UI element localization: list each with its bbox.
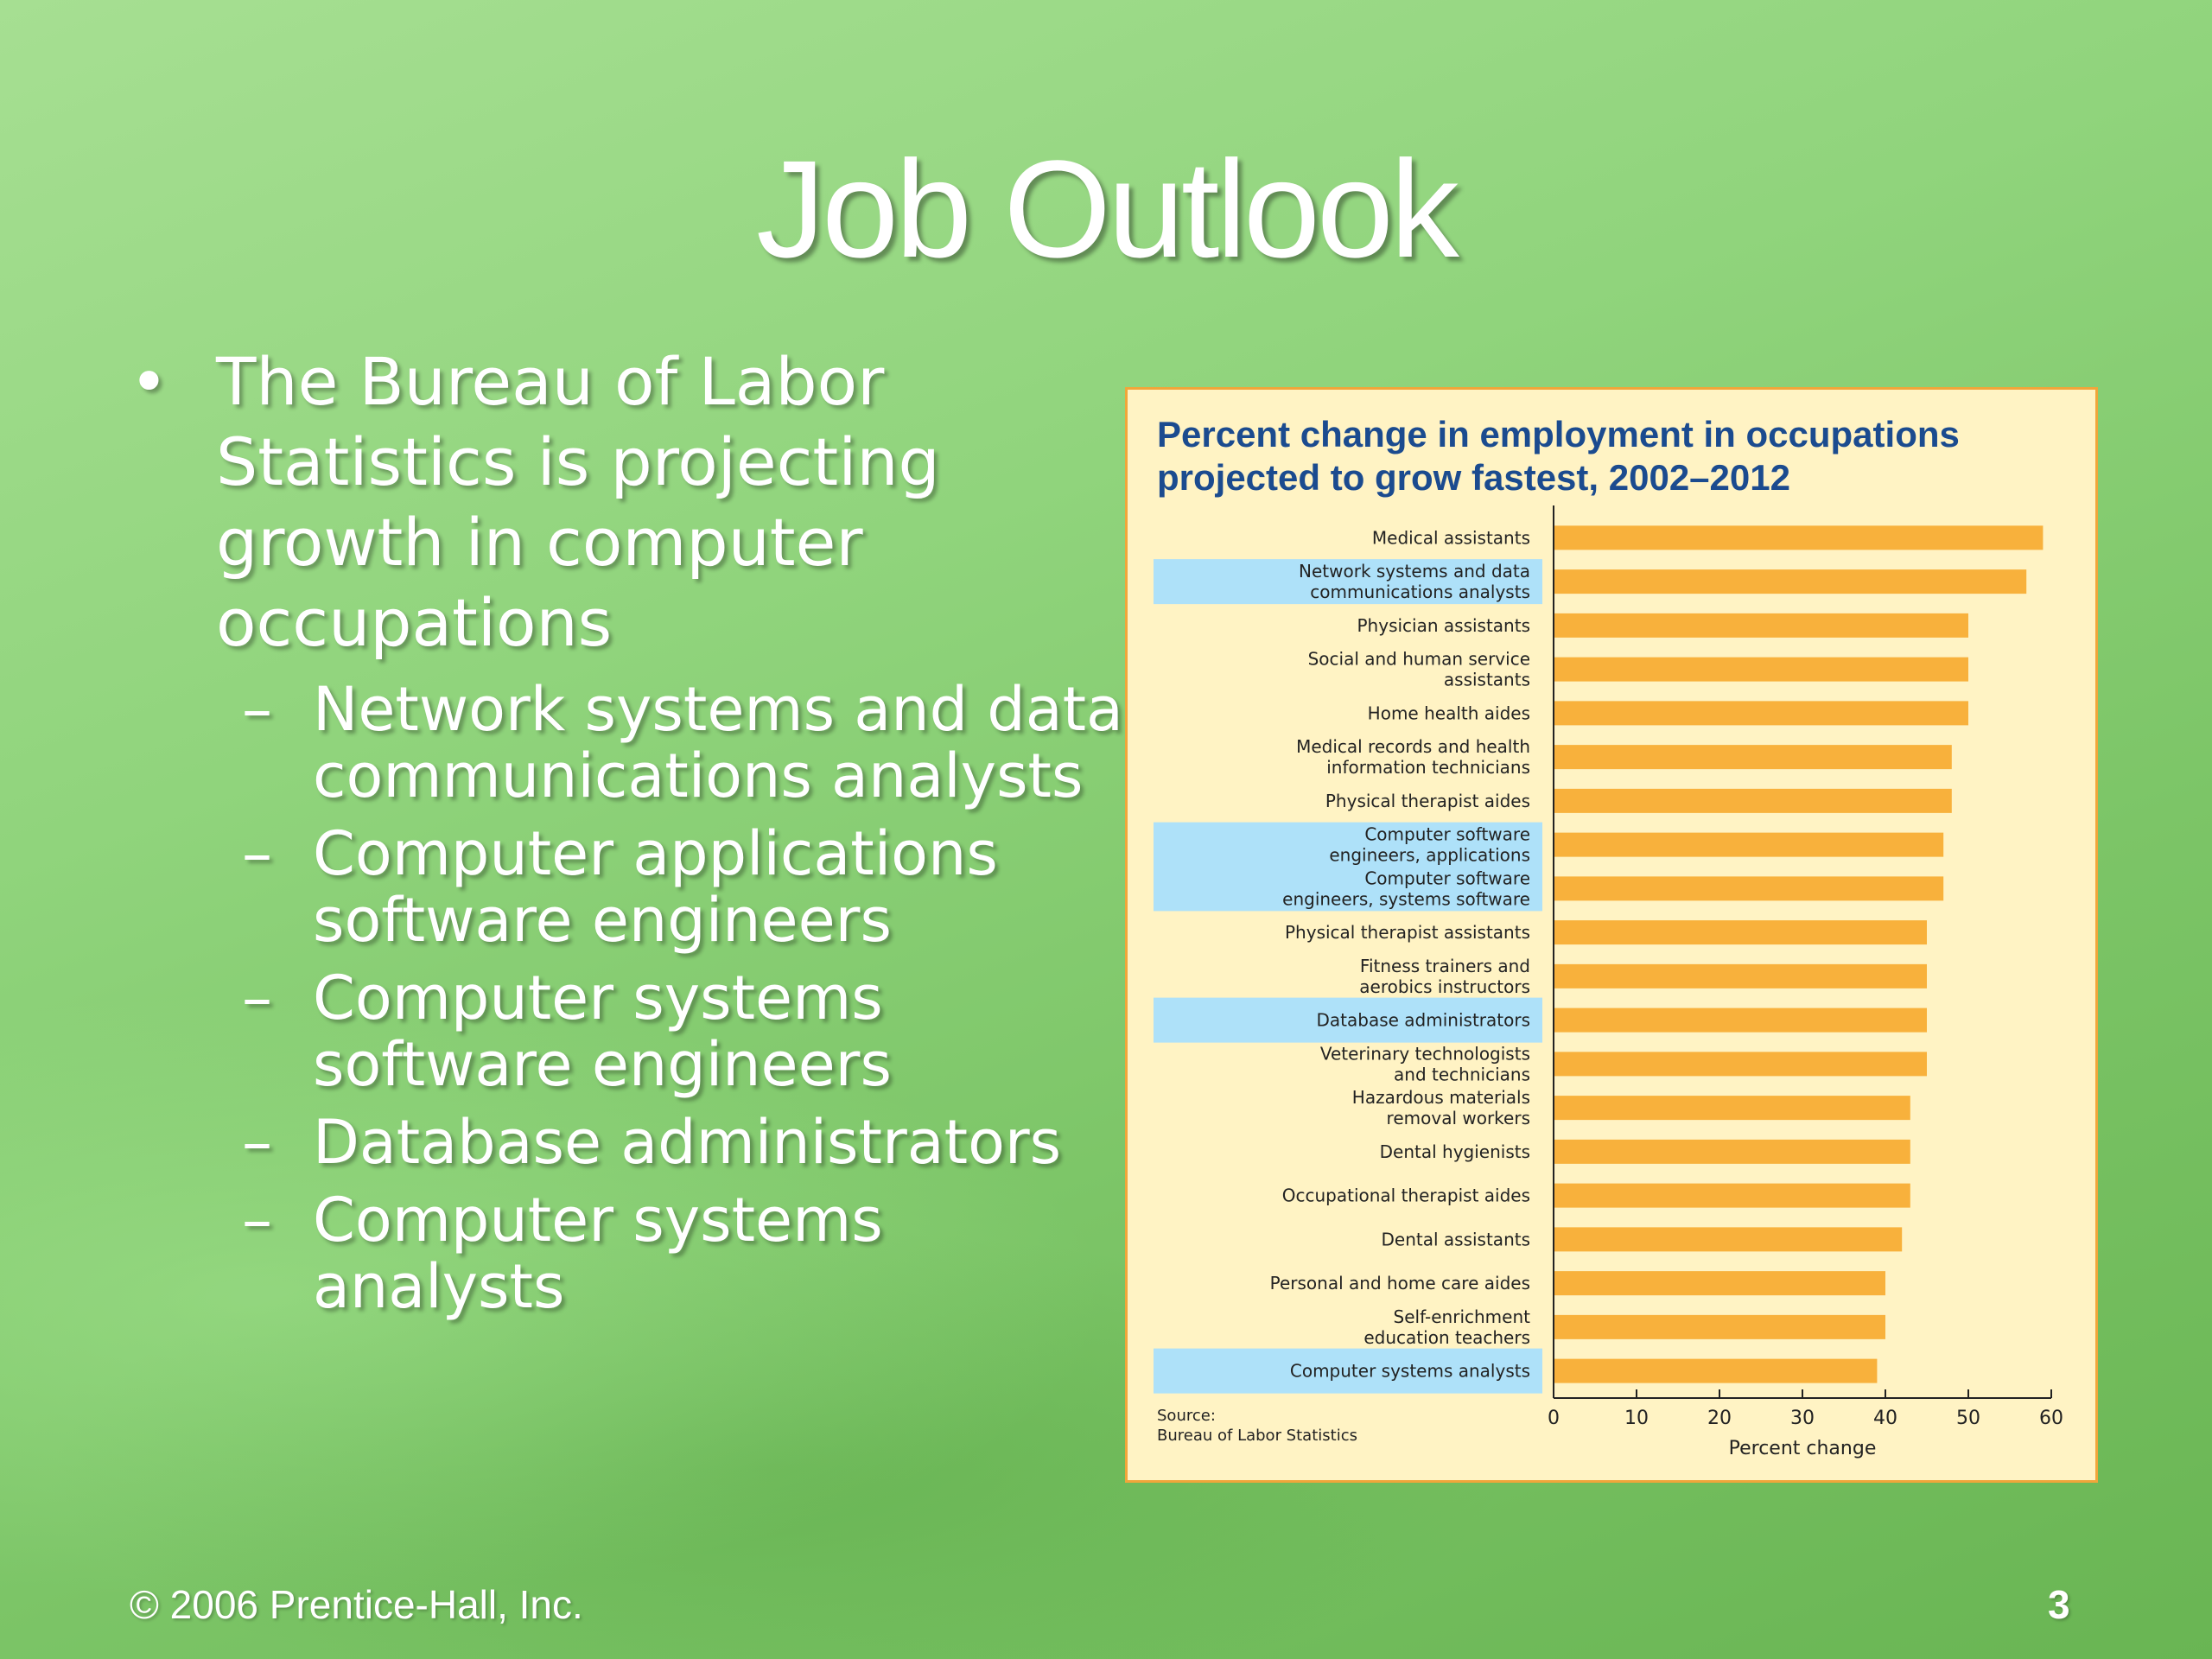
category-label: Network systems and data <box>1299 561 1530 582</box>
bar <box>1554 964 1927 988</box>
sub-bullet-item <box>130 965 1123 1098</box>
chart-source: Source: <box>1157 1407 1216 1425</box>
category-label: Dental hygienists <box>1379 1141 1530 1162</box>
bar <box>1554 1096 1910 1120</box>
category-label: Medical assistants <box>1371 527 1530 549</box>
category-label: Hazardous materials <box>1351 1087 1530 1109</box>
sub-bullet-text: Computer systems analysts <box>313 1185 883 1322</box>
x-tick-label: 0 <box>1548 1408 1560 1429</box>
sub-bullet-marker: – <box>242 1107 272 1178</box>
category-label: removal workers <box>1386 1108 1530 1129</box>
category-label: Home health aides <box>1367 702 1530 724</box>
category-label: Self-enrichment <box>1393 1306 1530 1327</box>
category-label: aerobics instructors <box>1359 976 1530 997</box>
x-tick-label: 50 <box>1956 1408 1980 1429</box>
chart-title: projected to grow fastest, 2002–2012 <box>1157 457 1790 498</box>
bar <box>1554 745 1952 769</box>
bar <box>1554 1227 1902 1251</box>
x-tick-label: 10 <box>1624 1408 1649 1429</box>
category-label: communications analysts <box>1310 582 1530 603</box>
category-label: Physician assistants <box>1357 614 1530 636</box>
category-label: Computer systems analysts <box>1289 1360 1530 1382</box>
bar-chart-panel <box>1125 387 2098 1483</box>
bullet-text: The Bureau of Labor Statistics is projecting growth in computer occupations <box>216 343 940 661</box>
category-label: engineers, systems software <box>1282 888 1530 910</box>
page-number: 3 <box>2048 1582 2070 1627</box>
sub-bullet-text: Network systems and data communications analysts <box>313 674 1123 811</box>
category-label: Database administrators <box>1316 1009 1530 1031</box>
sub-bullet-marker: – <box>242 674 272 745</box>
bar <box>1554 658 1968 682</box>
chart-source: Bureau of Labor Statistics <box>1157 1427 1357 1445</box>
x-tick-label: 30 <box>1790 1408 1815 1429</box>
slide-title: Job Outlook <box>756 131 1456 286</box>
bar <box>1554 789 1952 813</box>
category-label: Physical therapist aides <box>1325 790 1530 811</box>
category-label: information technicians <box>1326 757 1530 779</box>
category-label: Occupational therapist aides <box>1281 1185 1530 1206</box>
category-label: Veterinary technologists <box>1319 1043 1530 1065</box>
category-label: Social and human service <box>1307 648 1530 670</box>
sub-bullet-marker: – <box>242 1185 272 1255</box>
category-label: Computer software <box>1364 823 1530 845</box>
bar <box>1554 1184 1910 1208</box>
sub-bullet-item <box>130 1109 1123 1176</box>
sub-bullet-item <box>130 1187 1123 1320</box>
sub-bullet-item <box>130 674 1123 811</box>
category-label: education teachers <box>1363 1326 1530 1348</box>
bullet-marker: • <box>130 343 168 420</box>
bar <box>1554 1271 1885 1295</box>
category-label: Medical records and health <box>1296 736 1530 758</box>
category-label: Physical therapist assistants <box>1285 922 1530 944</box>
category-label: Computer software <box>1364 868 1530 889</box>
bar <box>1554 1140 1910 1164</box>
sub-bullet-marker: – <box>242 818 272 889</box>
bar <box>1554 1052 1927 1076</box>
sub-bullet-text: Computer systems software engineers <box>313 963 892 1100</box>
bar <box>1554 569 2026 594</box>
copyright-footer: © 2006 Prentice-Hall, Inc. <box>130 1582 583 1627</box>
category-label: assistants <box>1443 669 1530 690</box>
x-tick-label: 40 <box>1873 1408 1897 1429</box>
bar <box>1554 525 2043 550</box>
chart-title: Percent change in employment in occupations <box>1157 414 1960 454</box>
x-tick-label: 60 <box>2039 1408 2063 1429</box>
sub-bullet-item <box>130 818 1123 956</box>
category-label: engineers, applications <box>1329 844 1530 866</box>
category-label: and technicians <box>1394 1064 1530 1085</box>
bar <box>1554 833 1943 857</box>
bar <box>1554 876 1943 900</box>
bar <box>1554 920 1927 944</box>
x-axis-label: Percent change <box>1728 1438 1877 1459</box>
category-label: Dental assistants <box>1381 1229 1530 1250</box>
bar-chart <box>1128 390 2101 1485</box>
bar <box>1554 613 1968 638</box>
category-label: Fitness trainers and <box>1359 955 1530 976</box>
category-label: Personal and home care aides <box>1269 1273 1530 1294</box>
bullet-item <box>130 341 1123 663</box>
sub-bullet-list <box>130 674 1123 1322</box>
sub-bullet-text: Database administrators <box>313 1107 1062 1178</box>
sub-bullet-text: Computer applications software engineers <box>313 818 998 956</box>
bar <box>1554 1008 1927 1033</box>
x-tick-label: 20 <box>1707 1408 1732 1429</box>
bar <box>1554 701 1968 725</box>
sub-bullet-marker: – <box>242 963 272 1033</box>
bar <box>1554 1359 1877 1383</box>
bullet-list <box>130 341 1123 1320</box>
bar <box>1554 1315 1885 1339</box>
